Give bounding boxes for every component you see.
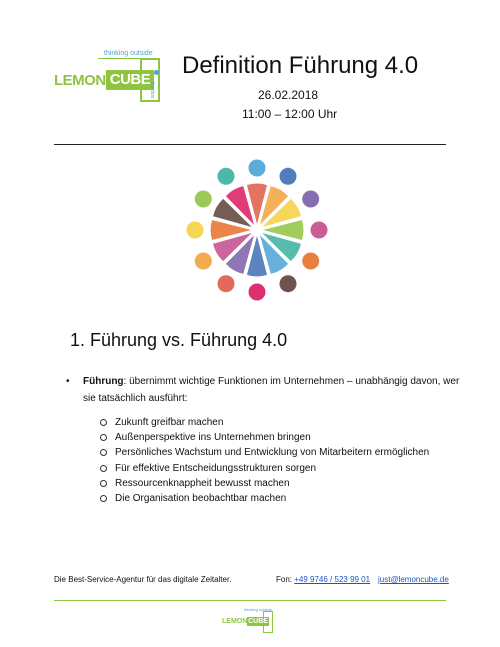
footer-divider <box>54 600 446 601</box>
email-link[interactable]: just@lemoncube.de <box>378 575 449 584</box>
list-item-text: Persönliches Wachstum und Entwicklung von Mitarbeitern ermöglichen <box>115 447 430 459</box>
list-item-text: Zukunft greifbar machen <box>115 417 224 428</box>
footer-logo-tagline: thinking outside <box>244 607 272 612</box>
bullet-dot-icon: • <box>66 376 70 387</box>
circle-bullet-icon <box>100 465 107 472</box>
footer-logo-word-lemon: LEMON <box>222 618 248 625</box>
footer-logo-word-cube: CUBE <box>248 618 268 625</box>
meeting-date: 26.02.2018 <box>258 88 319 102</box>
bullet-text <box>83 373 460 407</box>
list-item-text: Außenperspektive ins Unternehmen bringen <box>115 432 311 444</box>
lemoncube-logo <box>54 50 166 110</box>
list-item <box>100 445 429 460</box>
circle-bullet-icon <box>100 449 107 456</box>
circle-bullet-icon <box>100 434 107 441</box>
circle-bullet-icon <box>100 419 107 426</box>
list-item <box>100 415 429 430</box>
list-item-text: Die Organisation beobachtbar machen <box>115 493 287 505</box>
circle-bullet-icon <box>100 495 107 502</box>
bullet-item-fuehrung <box>66 373 460 407</box>
people-circle-icon <box>182 155 332 305</box>
list-item-text: Ressourcenknappheit bewusst machen <box>115 477 290 489</box>
phone-label: Fon: <box>276 575 295 584</box>
header-divider <box>54 144 446 145</box>
sub-list <box>100 415 429 506</box>
page-title: Definition Führung 4.0 <box>182 52 419 79</box>
footer-slogan: Die Best-Service-Agentur für das digitale Zeitalter. <box>54 575 232 584</box>
circle-bullet-icon <box>100 480 107 487</box>
meeting-time: 11:00 – 12:00 Uhr <box>242 107 338 121</box>
list-item <box>100 461 429 476</box>
list-item <box>100 476 429 491</box>
logo-tagline: thinking outside <box>104 50 153 57</box>
bullet-description: : übernimmt wichtige Funktionen im Unternehmen – unabhängig davon, wer sie tatsächlich ausführt: <box>83 376 460 404</box>
footer-lemoncube-logo <box>222 607 276 637</box>
list-item <box>100 430 429 445</box>
logo-vertical-text: the box <box>149 82 155 99</box>
section-heading: 1. Führung vs. Führung 4.0 <box>70 330 288 350</box>
bullet-bold-term: Führung <box>83 376 124 387</box>
logo-word-cube: CUBE <box>106 70 154 90</box>
logo-word-lemon: LEMON <box>54 72 106 89</box>
footer-phone <box>276 575 370 584</box>
list-item <box>100 491 429 506</box>
list-item-text: Für effektive Entscheidungsstrukturen sorgen <box>115 462 317 474</box>
phone-link[interactable]: +49 9746 / 523 99 01 <box>294 575 371 584</box>
